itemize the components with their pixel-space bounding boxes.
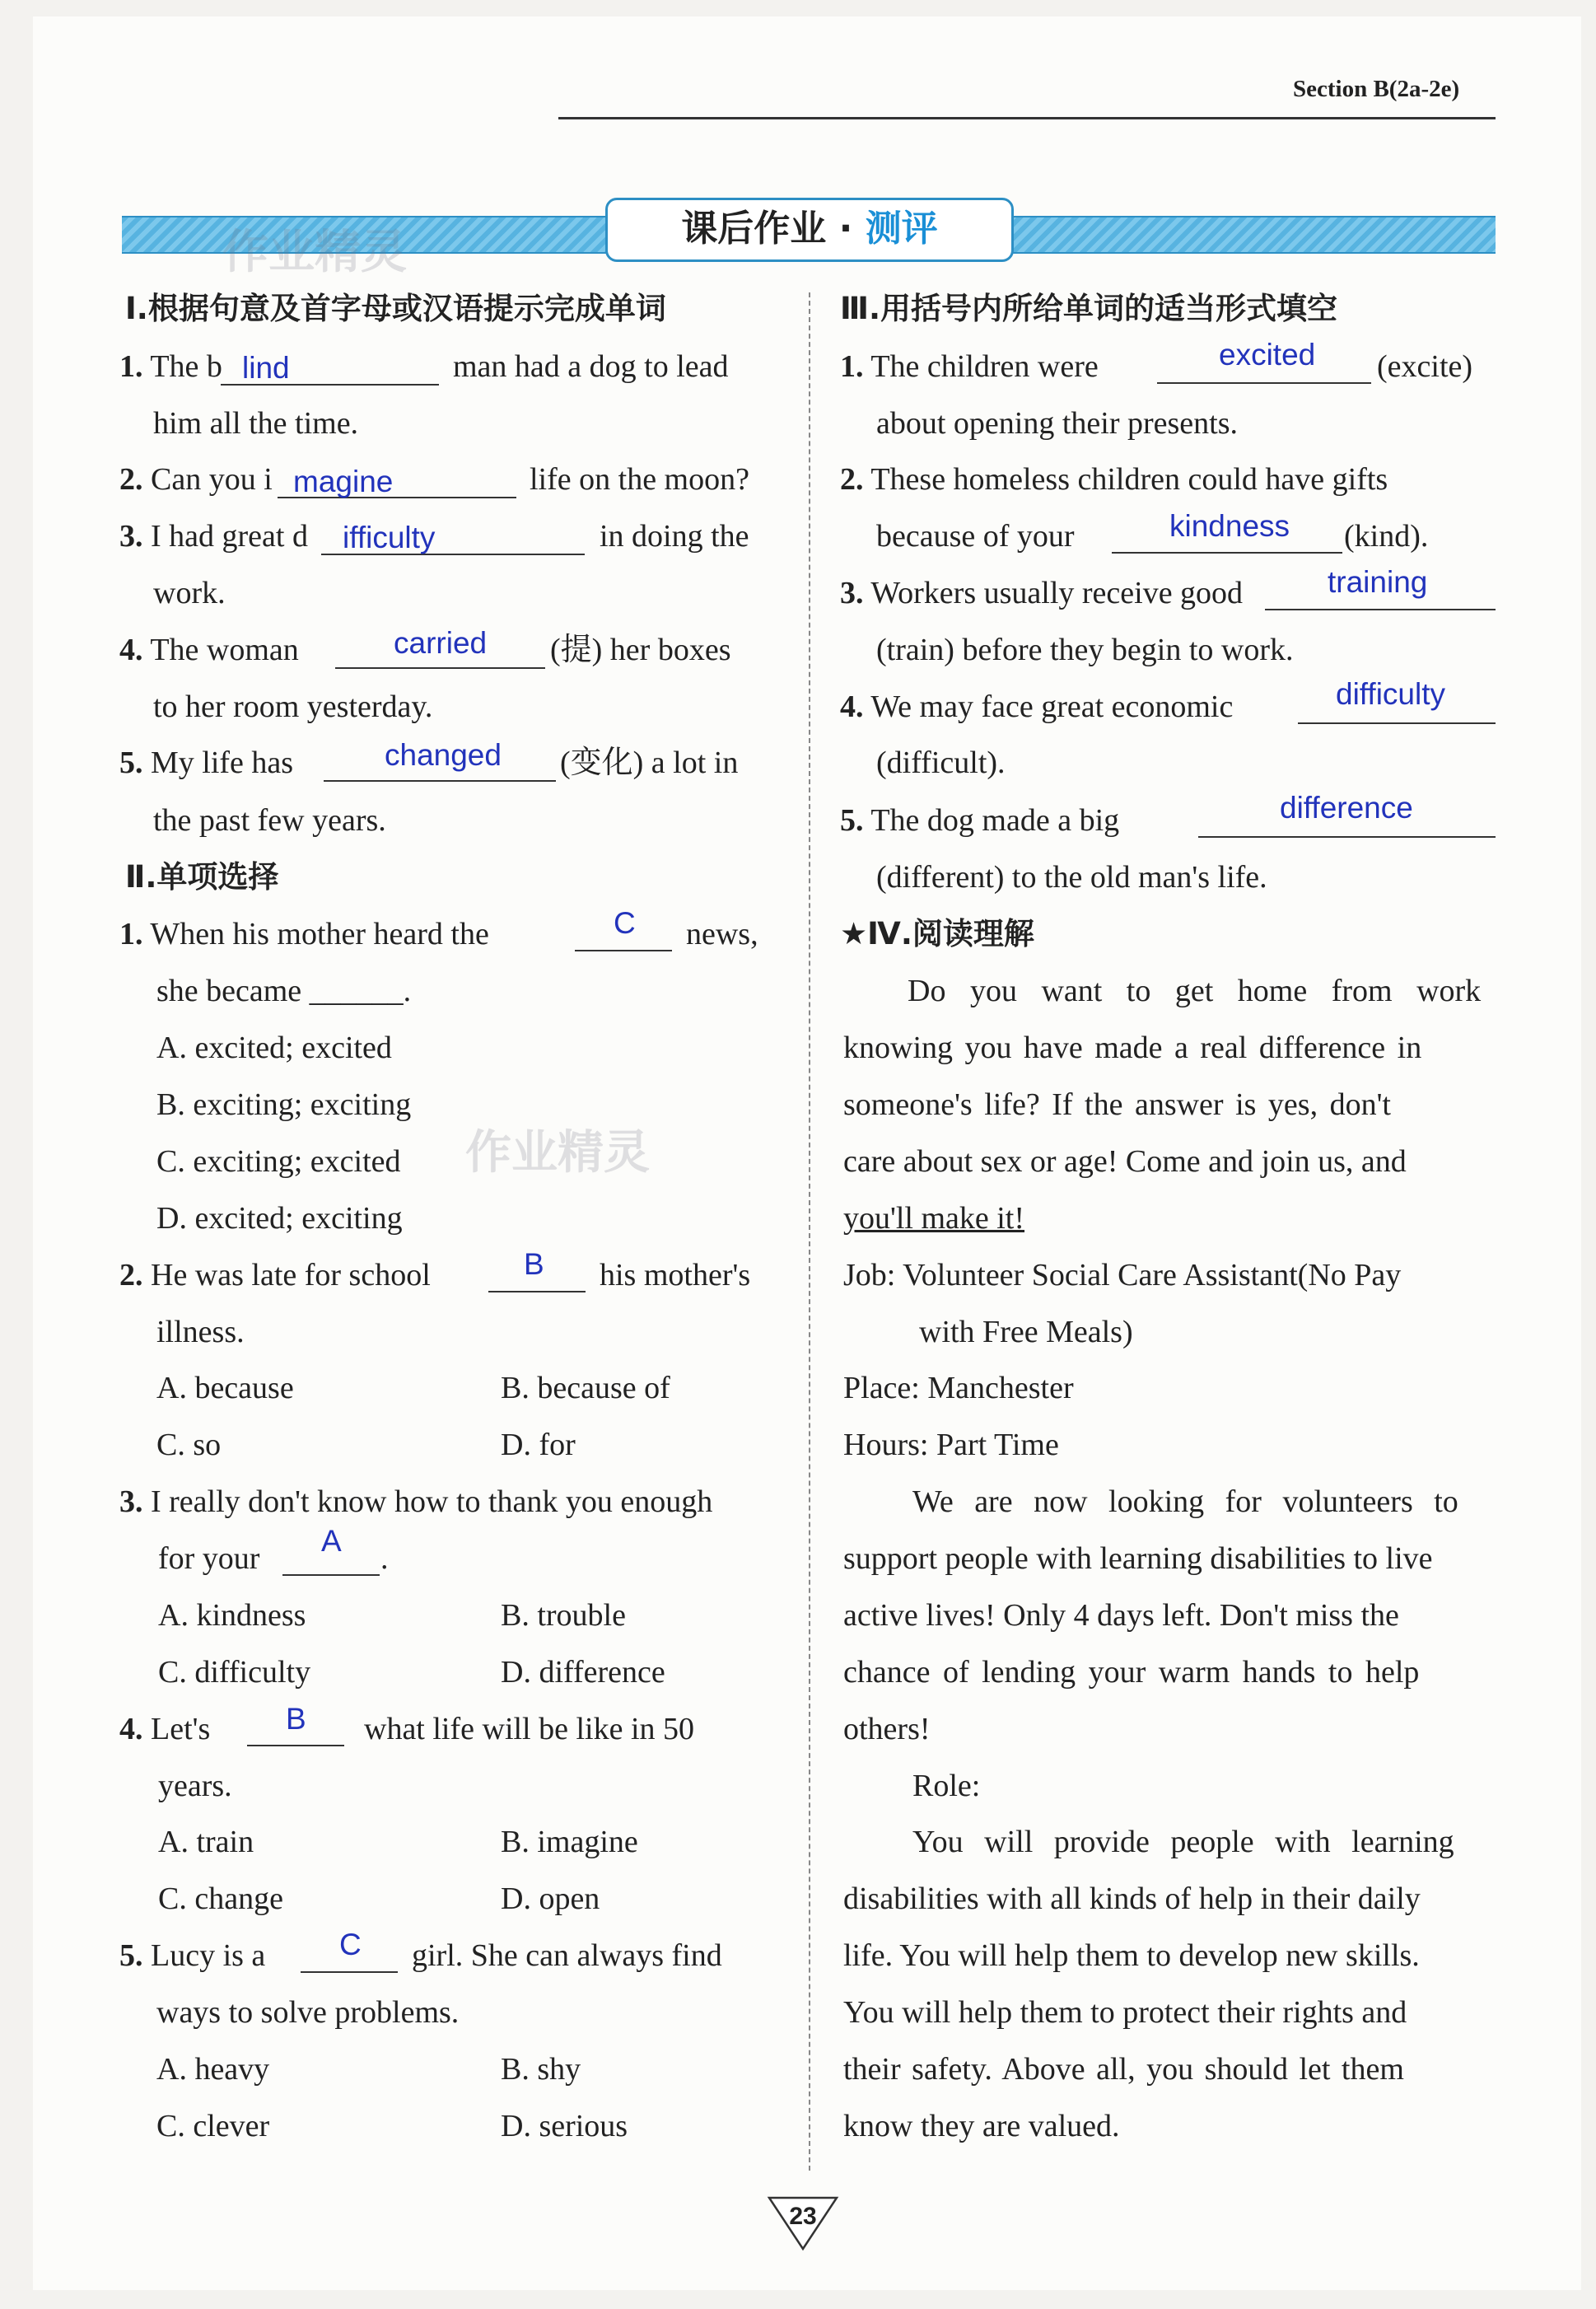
p3-q1-answer: excited	[1219, 338, 1316, 372]
p3-q4-blank[interactable]	[1298, 722, 1496, 724]
para2-line-4: chance of lending your warm hands to help	[843, 1655, 1420, 1690]
p2-q4-line1	[119, 1713, 210, 1745]
p2-q5-blank[interactable]	[301, 1971, 398, 1973]
q-number: 3.	[119, 1484, 143, 1519]
p2-q3-option-b[interactable]: B. trouble	[501, 1598, 626, 1633]
p2-q1-line1	[119, 918, 489, 950]
p2-q1-rest: news,	[686, 917, 758, 951]
p3-q4-line2: (difficult).	[876, 746, 1006, 780]
banner-left: 课后作业	[681, 208, 827, 250]
p2-q5-option-a[interactable]: A. heavy	[156, 2052, 270, 2087]
text: We may face great economic	[870, 689, 1234, 724]
p2-q5-rest: girl. She can always find	[412, 1938, 722, 1973]
para3-line-6: know they are valued.	[843, 2109, 1120, 2143]
banner-right: 测评	[865, 208, 938, 250]
p2-q1-option-d[interactable]: D. excited; exciting	[156, 1201, 403, 1236]
para2-line-3: active lives! Only 4 days left. Don't miss the	[843, 1598, 1399, 1633]
text: The dog made a big	[870, 803, 1120, 838]
text: The woman	[150, 633, 299, 667]
text: I had great d	[151, 519, 308, 554]
para3-line-4: You will help them to protect their rights and	[843, 1995, 1407, 2030]
p2-q1-line2: she became ______.	[156, 974, 412, 1008]
part1-title: Ⅰ.根据句意及首字母或汉语提示完成单词	[125, 291, 666, 326]
q-number: 4.	[119, 1712, 143, 1746]
p1-q3-line2: work.	[153, 576, 226, 610]
q-number: 5.	[119, 746, 143, 780]
reading-line-3: someone's life? If the answer is yes, don't	[843, 1087, 1391, 1122]
p3-q2-answer: kindness	[1169, 509, 1290, 543]
p1-q1-rest: man had a dog to lead	[453, 349, 729, 384]
p2-q4-blank[interactable]	[247, 1745, 344, 1746]
p2-q5-line2: ways to solve problems.	[156, 1995, 460, 2030]
p2-q4-option-d[interactable]: D. open	[501, 1881, 600, 1916]
p3-q2-line1	[840, 464, 1388, 495]
p1-q4-blank[interactable]	[335, 667, 545, 669]
p2-q2-option-b[interactable]: B. because of	[501, 1371, 670, 1405]
p2-q3-period: .	[380, 1541, 389, 1576]
p2-q1-blank[interactable]	[575, 950, 672, 951]
p2-q3-option-a[interactable]: A. kindness	[158, 1598, 306, 1633]
p2-q2-blank[interactable]	[488, 1291, 586, 1292]
p1-q4-line2: to her room yesterday.	[153, 689, 433, 724]
text: He was late for school	[151, 1258, 431, 1292]
q-number: 1.	[119, 917, 143, 951]
p2-q3-option-d[interactable]: D. difference	[501, 1655, 665, 1690]
p1-q5-rest: (变化) a lot in	[560, 746, 739, 780]
p3-q5-line2: (different) to the old man's life.	[876, 860, 1267, 895]
text: Lucy is a	[151, 1938, 266, 1973]
p2-q2-rest: his mother's	[600, 1258, 751, 1292]
q-number: 5.	[119, 1938, 143, 1973]
watermark-top: 作业精灵	[222, 226, 407, 279]
p3-q3-line2: (train) before they begin to work.	[876, 633, 1294, 667]
p2-q3-blank[interactable]	[282, 1574, 380, 1576]
q-number: 2.	[840, 462, 864, 497]
p1-q1-line2: him all the time.	[153, 406, 359, 441]
para3-line-1: You will provide people with learning	[912, 1825, 1454, 1859]
para2-line-2: support people with learning disabilities to live	[843, 1541, 1433, 1576]
part4-title: ★Ⅳ.阅读理解	[840, 916, 1034, 951]
q-number: 4.	[119, 633, 143, 667]
p2-q1-answer: C	[614, 906, 636, 940]
part3-title: Ⅲ.用括号内所给单词的适当形式填空	[840, 291, 1338, 326]
p3-q5-blank[interactable]	[1198, 836, 1496, 838]
text: These homeless children could have gifts	[870, 462, 1388, 497]
text: When his mother heard the	[150, 917, 489, 951]
p2-q5-option-c[interactable]: C. clever	[156, 2109, 270, 2143]
p2-q2-option-a[interactable]: A. because	[156, 1371, 294, 1405]
text: My life has	[151, 746, 294, 780]
p3-q1-line2: about opening their presents.	[876, 406, 1239, 441]
watermark-middle: 作业精灵	[465, 1126, 650, 1180]
q-number: 1.	[840, 349, 864, 384]
page-number-badge	[766, 2194, 840, 2252]
reading-line-2: knowing you have made a real difference in	[843, 1031, 1422, 1065]
p2-q2-line2: illness.	[156, 1315, 245, 1349]
p2-q2-option-c[interactable]: C. so	[156, 1428, 222, 1462]
p3-q1-blank[interactable]	[1157, 382, 1371, 384]
reading-line-1	[908, 975, 1497, 1007]
p3-q5-line1	[840, 805, 1119, 836]
p2-q3-line1	[119, 1486, 712, 1517]
text: Let's	[151, 1712, 211, 1746]
para3-line-2: disabilities with all kinds of help in their daily	[843, 1881, 1421, 1916]
place-line: Place: Manchester	[843, 1371, 1074, 1405]
p3-q3-answer: training	[1328, 565, 1428, 599]
p2-q3-option-c[interactable]: C. difficulty	[158, 1655, 311, 1690]
p2-q2-option-d[interactable]: D. for	[501, 1428, 576, 1462]
p1-q3-line1	[119, 521, 308, 552]
q-number: 2.	[119, 1258, 143, 1292]
job-line-2: with Free Meals)	[919, 1315, 1133, 1349]
banner-dot: ·	[838, 208, 853, 250]
column-divider	[809, 292, 810, 2171]
p1-q3-rest: in doing the	[600, 519, 749, 554]
p3-q1-line1	[840, 351, 1099, 382]
part2-title: Ⅱ.单项选择	[125, 859, 279, 895]
text: Workers usually receive good	[870, 576, 1244, 610]
p2-q4-line2: years.	[158, 1769, 232, 1803]
reading-line-5: you'll make it!	[843, 1201, 1025, 1236]
p2-q4-option-a[interactable]: A. train	[158, 1825, 254, 1859]
p2-q1-option-c[interactable]: C. exciting; excited	[156, 1144, 401, 1179]
q-number: 3.	[840, 576, 864, 610]
header-rule	[558, 117, 1496, 119]
p2-q1-option-a[interactable]: A. excited; excited	[156, 1031, 392, 1065]
q-number: 1.	[119, 349, 143, 384]
p2-q3-answer: A	[321, 1524, 342, 1558]
page-number: 23	[789, 2203, 817, 2230]
para3-line-3: life. You will help them to develop new skills.	[843, 1938, 1420, 1973]
p3-q4-answer: difficulty	[1336, 677, 1445, 711]
para2-line-1: We are now looking for volunteers to	[912, 1484, 1458, 1519]
text: Do you want to get home from work	[908, 974, 1482, 1008]
p3-q2-blank[interactable]	[1112, 552, 1342, 554]
p1-q4-line1	[119, 634, 299, 666]
p1-q3-answer: ifficulty	[343, 521, 436, 554]
job-line-1: Job: Volunteer Social Care Assistant(No Pay	[843, 1258, 1402, 1292]
p1-q5-blank[interactable]	[324, 780, 556, 782]
p1-q5-line1	[119, 747, 293, 778]
q-number: 4.	[840, 689, 864, 724]
p3-q5-answer: difference	[1280, 791, 1413, 825]
p3-q1-rest: (excite)	[1377, 349, 1473, 384]
p2-q5-option-b[interactable]: B. shy	[501, 2052, 581, 2087]
q-number: 5.	[840, 803, 864, 838]
p2-q2-answer: B	[524, 1247, 544, 1281]
para3-line-5: their safety. Above all, you should let them	[843, 2052, 1404, 2087]
p2-q4-option-c[interactable]: C. change	[158, 1881, 283, 1916]
text: The b	[150, 349, 222, 384]
p1-q2-rest: life on the moon?	[530, 462, 749, 497]
role-line: Role:	[912, 1769, 981, 1803]
p1-q1-line1	[119, 351, 222, 382]
p2-q2-line1	[119, 1260, 431, 1291]
p3-q4-line1	[840, 691, 1233, 722]
p2-q5-line1	[119, 1940, 265, 1971]
q-number: 2.	[119, 462, 143, 497]
p2-q4-rest: what life will be like in 50	[364, 1712, 695, 1746]
p1-q5-answer: changed	[385, 738, 502, 772]
p2-q5-option-d[interactable]: D. serious	[501, 2109, 628, 2143]
hours-line: Hours: Part Time	[843, 1428, 1059, 1462]
text: I really don't know how to thank you enough	[151, 1484, 713, 1519]
p3-q3-blank[interactable]	[1265, 609, 1496, 610]
p1-q2-line1	[119, 464, 273, 495]
banner-title	[605, 198, 1014, 262]
p3-q2-rest: (kind).	[1344, 519, 1429, 554]
p2-q4-answer: B	[286, 1702, 306, 1736]
text: The children were	[870, 349, 1099, 384]
p3-q2-line2: because of your	[876, 519, 1075, 554]
reading-line-4: care about sex or age! Come and join us, and	[843, 1144, 1407, 1179]
p1-q1-answer: lind	[242, 351, 290, 385]
p2-q3-line2: for your	[158, 1541, 260, 1576]
p2-q1-option-b[interactable]: B. exciting; exciting	[156, 1087, 412, 1122]
p2-q5-answer: C	[339, 1928, 362, 1961]
p1-q5-line2: the past few years.	[153, 803, 386, 838]
text: Can you i	[151, 462, 273, 497]
p1-q4-answer: carried	[394, 626, 488, 660]
p1-q2-answer: magine	[293, 465, 394, 498]
para2-line-5: others!	[843, 1712, 931, 1746]
p3-q3-line1	[840, 577, 1243, 609]
section-label: Section B(2a-2e)	[1293, 76, 1460, 102]
q-number: 3.	[119, 519, 143, 554]
p2-q4-option-b[interactable]: B. imagine	[501, 1825, 638, 1859]
p1-q4-rest: (提) her boxes	[550, 633, 731, 667]
